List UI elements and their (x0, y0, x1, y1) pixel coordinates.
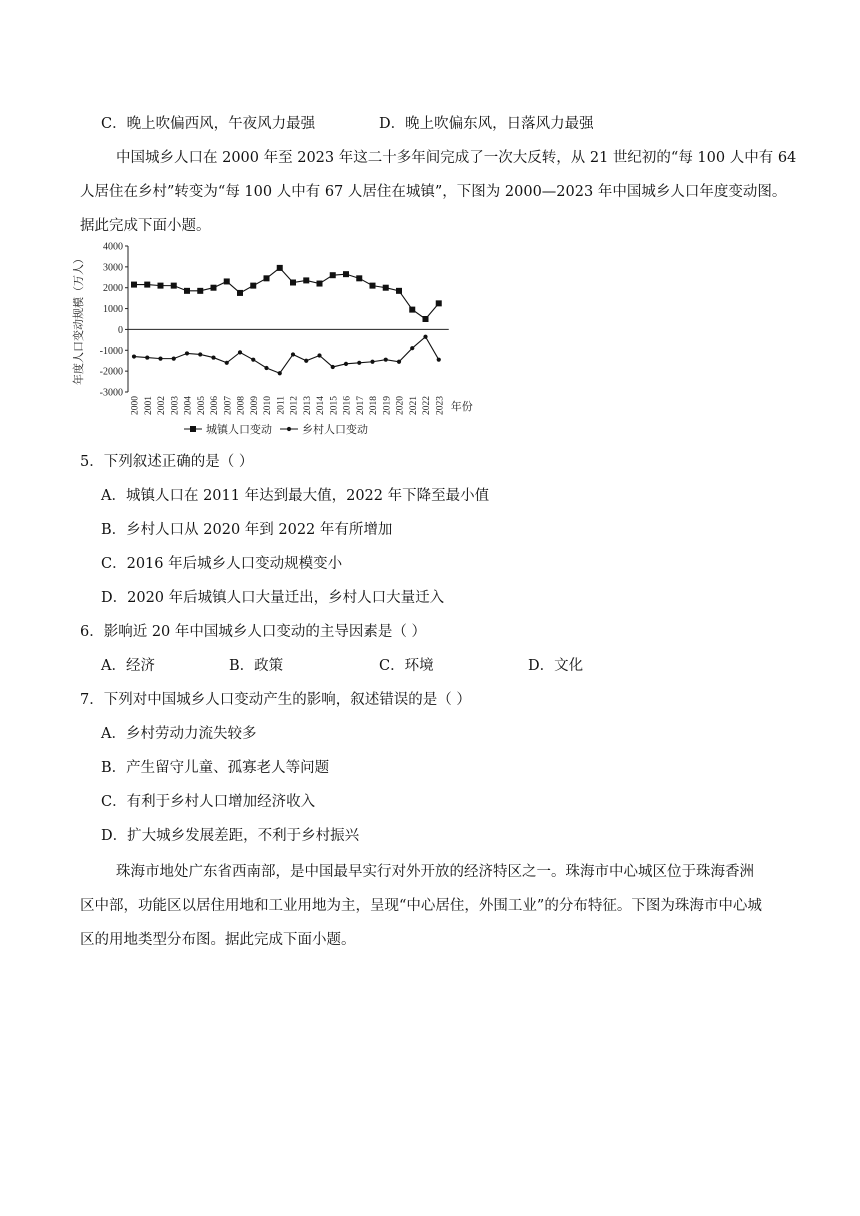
x-tick-label: 2011 (276, 396, 287, 415)
q6-option-c: C．环境 (379, 658, 434, 674)
rural-point (211, 355, 215, 359)
rural-point (132, 354, 136, 358)
rural-point (384, 358, 388, 362)
population-change-chart (68, 236, 488, 446)
urban-point (171, 283, 177, 289)
q7-stem: 7．下列对中国城乡人口变动产生的影响，叙述错误的是（ ） (80, 692, 471, 708)
x-tick-label: 2021 (408, 396, 419, 415)
rural-point (198, 352, 202, 356)
x-tick-label: 2017 (355, 396, 366, 415)
x-tick-label: 2014 (316, 396, 326, 415)
x-tick-label: 2001 (143, 396, 154, 415)
q7-option-d: D．扩大城乡发展差距，不利于乡村振兴 (101, 828, 360, 844)
urban-point (277, 265, 283, 271)
urban-point (131, 282, 137, 288)
intro2-line1: 珠海市地处广东省西南部，是中国最早实行对外开放的经济特区之一。珠海市中心城区位于珠海香洲 (116, 864, 754, 880)
rural-point (264, 366, 268, 370)
rural-point (357, 361, 361, 365)
y-axis-label: 年度人口变动规模（万人） (73, 253, 85, 385)
rural-point (344, 362, 348, 366)
x-tick-label: 2008 (236, 396, 247, 415)
rural-point (331, 365, 335, 369)
q5-option-d: D．2020 年后城镇人口大量迁出，乡村人口大量迁入 (101, 590, 445, 606)
x-tick-label: 2010 (263, 396, 273, 415)
q5-option-b: B．乡村人口从 2020 年到 2022 年有所增加 (101, 522, 393, 538)
q7-option-b: B．产生留守儿童、孤寡老人等问题 (101, 760, 330, 776)
x-axis-label: 年份 (450, 401, 473, 413)
x-tick-label: 2022 (422, 396, 432, 415)
q5-option-a: A．城镇人口在 2011 年达到最大值，2022 年下降至最小值 (101, 488, 490, 504)
rural-point (278, 371, 282, 375)
rural-point (238, 350, 242, 354)
x-tick-label: 2007 (223, 396, 234, 415)
q7-option-a: A．乡村劳动力流失较多 (101, 726, 257, 742)
x-tick-label: 2009 (249, 396, 260, 415)
rural-series-line (134, 337, 439, 374)
urban-point (370, 283, 376, 289)
rural-point (185, 351, 189, 355)
rural-point (397, 360, 401, 364)
rural-point (304, 359, 308, 363)
x-tick-label: 2006 (210, 396, 220, 415)
rural-point (225, 361, 229, 365)
q6-option-d: D．文化 (528, 658, 584, 674)
urban-point (224, 278, 230, 284)
rural-point (158, 357, 162, 361)
urban-point (144, 282, 150, 288)
intro1-line1: 中国城乡人口在 2000 年至 2023 年这二十多年间完成了一次大反转，从 21 世纪初的“每 100 人中有 64 (116, 150, 797, 166)
urban-point (237, 290, 243, 296)
legend-rural-label: 乡村人口变动 (302, 424, 368, 436)
urban-point (303, 277, 309, 283)
urban-point (264, 275, 270, 281)
x-tick-label: 2015 (329, 396, 340, 415)
urban-point (211, 285, 217, 291)
urban-point (423, 316, 429, 322)
legend-rural-marker (287, 427, 291, 431)
urban-point (330, 272, 336, 278)
urban-point (409, 307, 415, 313)
y-tick-label: -2000 (99, 366, 123, 378)
urban-point (158, 283, 164, 289)
intro2-line3: 区的用地类型分布图。据此完成下面小题。 (80, 932, 356, 948)
rural-point (317, 353, 321, 357)
rural-point (251, 358, 255, 362)
intro1-line3: 据此完成下面小题。 (80, 218, 211, 234)
x-tick-label: 2002 (157, 396, 167, 415)
urban-point (396, 288, 402, 294)
urban-point (197, 288, 203, 294)
rural-point (437, 358, 441, 362)
y-tick-label: 3000 (103, 262, 123, 274)
q6-stem: 6．影响近 20 年中国城乡人口变动的主导因素是（ ） (80, 624, 427, 640)
y-tick-label: 4000 (103, 241, 123, 253)
q5-stem: 5．下列叙述正确的是（ ） (80, 454, 254, 470)
y-tick-label: 2000 (103, 283, 123, 295)
legend-urban-marker (190, 426, 196, 432)
urban-point (356, 275, 362, 281)
urban-point (184, 288, 190, 294)
urban-point (343, 271, 349, 277)
x-tick-label: 2004 (183, 396, 194, 415)
intro2-line2: 区中部，功能区以居住用地和工业用地为主，呈现“中心居住，外围工业”的分布特征。下图为珠海市中心城 (80, 898, 762, 914)
q6-option-b: B．政策 (229, 658, 284, 674)
urban-point (383, 285, 389, 291)
x-tick-label: 2000 (130, 396, 141, 415)
q6-option-a: A．经济 (101, 658, 155, 674)
y-tick-label: -1000 (99, 345, 123, 357)
x-tick-label: 2005 (196, 396, 207, 415)
y-tick-label: 0 (118, 324, 123, 336)
x-tick-label: 2012 (289, 396, 300, 415)
x-tick-label: 2023 (435, 396, 446, 415)
y-tick-label: -3000 (99, 387, 123, 399)
rural-point (423, 335, 427, 339)
urban-point (317, 281, 323, 287)
rural-point (172, 357, 176, 361)
urban-point (290, 280, 296, 286)
urban-point (436, 300, 442, 306)
option-d-prev: D．晚上吹偏东风，日落风力最强 (379, 116, 594, 132)
rural-point (370, 360, 374, 364)
x-tick-label: 2003 (170, 396, 181, 415)
q7-option-c: C．有利于乡村人口增加经济收入 (101, 794, 316, 810)
urban-series-line (134, 268, 439, 319)
rural-point (410, 346, 414, 350)
x-tick-label: 2013 (302, 396, 313, 415)
rural-point (291, 352, 295, 356)
x-tick-label: 2018 (369, 396, 379, 415)
x-tick-label: 2020 (395, 396, 406, 415)
q5-option-c: C．2016 年后城乡人口变动规模变小 (101, 556, 343, 572)
y-tick-label: 1000 (103, 304, 123, 316)
rural-point (145, 355, 149, 359)
x-tick-label: 2016 (342, 396, 353, 415)
x-tick-label: 2019 (382, 396, 393, 415)
legend-urban-label: 城镇人口变动 (206, 424, 272, 436)
intro1-line2: 人居住在乡村”转变为“每 100 人中有 67 人居住在城镇”，下图为 2000—2023 年中国城乡人口年度变动图。 (80, 184, 787, 200)
option-c-prev: C．晚上吹偏西风，午夜风力最强 (101, 116, 316, 132)
urban-point (250, 283, 256, 289)
